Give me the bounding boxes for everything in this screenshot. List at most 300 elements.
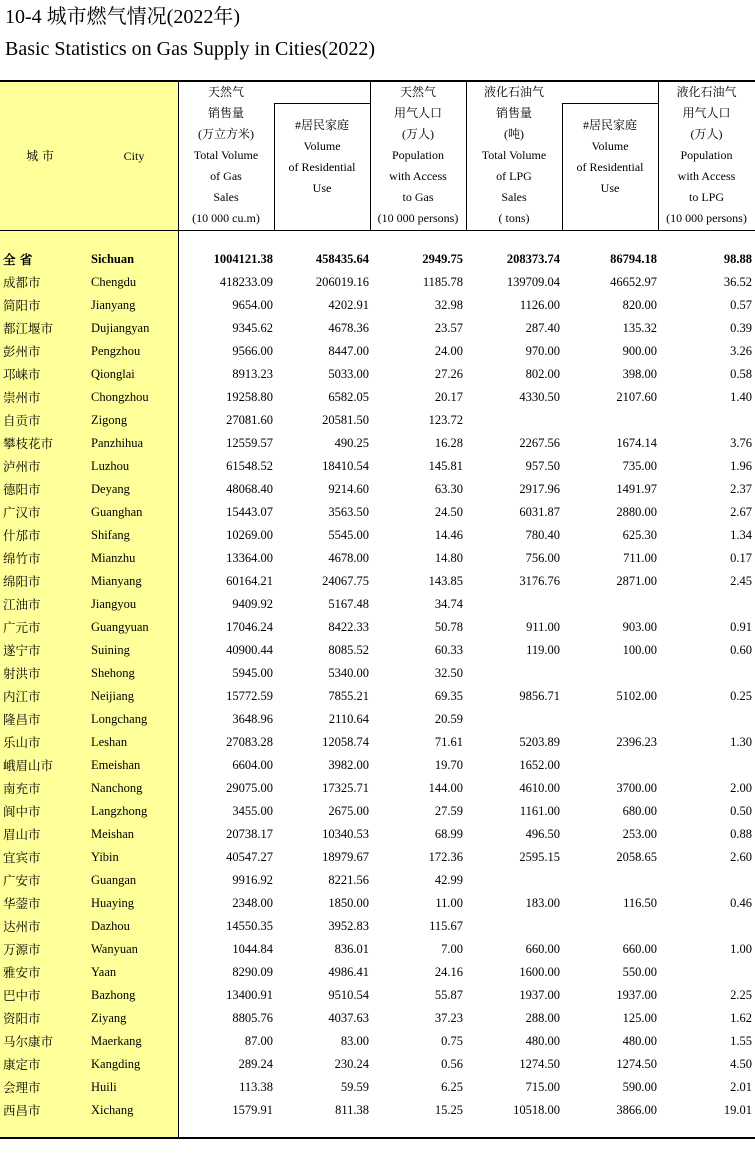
- value-cell: 1937.00: [616, 988, 657, 1002]
- table-row: [0, 593, 755, 616]
- header-divider: [370, 82, 371, 230]
- value-cell: 0.56: [441, 1057, 463, 1071]
- city-name-en: Suining: [91, 643, 130, 657]
- value-cell: 4678.36: [328, 321, 369, 335]
- city-name-en: Shifang: [91, 528, 130, 542]
- page-title-chinese: 10-4 城市燃气情况(2022年): [5, 6, 240, 28]
- value-cell: 48068.40: [226, 482, 273, 496]
- city-name-cn: 德阳市: [3, 482, 41, 497]
- city-name-en: Jiangyou: [91, 597, 137, 611]
- city-name-en: Yaan: [91, 965, 117, 979]
- header-line: 液化石油气: [483, 85, 544, 99]
- value-cell: 2110.64: [328, 712, 369, 726]
- value-cell: 4610.00: [519, 781, 560, 795]
- header-line: Volume: [591, 139, 629, 153]
- value-cell: 0.46: [730, 896, 752, 910]
- value-cell: 289.24: [238, 1057, 273, 1071]
- city-name-en: Nanchong: [91, 781, 143, 795]
- table-row: [0, 1007, 755, 1030]
- value-cell: 811.38: [335, 1103, 369, 1117]
- value-cell: 8805.76: [232, 1011, 273, 1025]
- city-name-cn: 广汉市: [3, 505, 41, 520]
- value-cell: 86794.18: [610, 252, 657, 266]
- table-row: [0, 1076, 755, 1099]
- table-row: [0, 846, 755, 869]
- value-cell: 7.00: [441, 942, 463, 956]
- value-cell: 496.50: [525, 827, 560, 841]
- value-cell: 98.88: [723, 252, 752, 266]
- value-cell: 2.67: [730, 505, 752, 519]
- value-cell: 61548.52: [226, 459, 273, 473]
- header-line: of Gas: [210, 169, 242, 183]
- table-row: [0, 501, 755, 524]
- city-name-en: Emeishan: [91, 758, 141, 772]
- city-name-cn: 绵竹市: [3, 551, 41, 566]
- table-row: [0, 432, 755, 455]
- value-cell: 8447.00: [328, 344, 369, 358]
- value-cell: 5167.48: [328, 597, 369, 611]
- city-name-cn: 绵阳市: [3, 574, 41, 589]
- value-cell: 115.67: [429, 919, 463, 933]
- value-cell: 550.00: [622, 965, 657, 979]
- gas-supply-table: [0, 80, 755, 1139]
- value-cell: 2.60: [730, 850, 752, 864]
- value-cell: 2871.00: [616, 574, 657, 588]
- value-cell: 19.70: [434, 758, 463, 772]
- city-name-cn: 内江市: [3, 689, 41, 704]
- value-cell: 68.99: [434, 827, 463, 841]
- value-cell: 2.00: [730, 781, 752, 795]
- value-cell: 4202.91: [328, 298, 369, 312]
- header-line: Total Volume: [193, 148, 259, 162]
- table-row: [0, 1053, 755, 1076]
- value-cell: 145.81: [428, 459, 463, 473]
- page-title-english: Basic Statistics on Gas Supply in Cities(2022): [5, 38, 375, 60]
- value-cell: 42.99: [434, 873, 463, 887]
- value-cell: 18410.54: [322, 459, 369, 473]
- value-cell: 40547.27: [226, 850, 273, 864]
- header-line: Sales: [213, 190, 239, 204]
- header-line: Population: [391, 148, 444, 162]
- city-name-cn: 眉山市: [3, 827, 41, 842]
- value-cell: 802.00: [525, 367, 560, 381]
- header-line: ( tons): [498, 211, 530, 225]
- header-line: #居民家庭: [294, 118, 349, 132]
- header-line: Total Volume: [481, 148, 547, 162]
- table-row: [0, 1099, 755, 1122]
- city-name-en: Leshan: [91, 735, 128, 749]
- value-cell: 5545.00: [328, 528, 369, 542]
- value-cell: 0.50: [730, 804, 752, 818]
- table-row: [0, 317, 755, 340]
- city-name-en: Huili: [91, 1080, 117, 1094]
- table-row: [0, 662, 755, 685]
- city-name-cn: 峨眉山市: [3, 758, 54, 773]
- value-cell: 40900.44: [226, 643, 273, 657]
- city-name-cn: 邛崃市: [3, 367, 41, 382]
- city-name-cn: 资阳市: [3, 1011, 41, 1026]
- value-cell: 1652.00: [519, 758, 560, 772]
- header-line: to LPG: [688, 190, 724, 204]
- header-line: 用气人口: [393, 106, 442, 120]
- value-cell: 3700.00: [616, 781, 657, 795]
- value-cell: 15443.07: [226, 505, 273, 519]
- value-cell: 100.00: [622, 643, 657, 657]
- city-name-cn: 彭州市: [3, 344, 41, 359]
- table-row: [0, 478, 755, 501]
- header-line: to Gas: [402, 190, 434, 204]
- value-cell: 123.72: [428, 413, 463, 427]
- city-name-cn: 会理市: [3, 1080, 41, 1095]
- value-cell: 8913.23: [232, 367, 273, 381]
- value-cell: 5203.89: [519, 735, 560, 749]
- value-cell: 14.46: [434, 528, 463, 542]
- value-cell: 6031.87: [519, 505, 560, 519]
- table-row: [0, 409, 755, 432]
- value-cell: 3952.83: [328, 919, 369, 933]
- value-cell: 27.59: [434, 804, 463, 818]
- value-cell: 490.25: [334, 436, 369, 450]
- table-row: [0, 754, 755, 777]
- value-cell: 8290.09: [232, 965, 273, 979]
- value-cell: 27.26: [434, 367, 463, 381]
- value-cell: 3866.00: [616, 1103, 657, 1117]
- city-name-en: Sichuan: [91, 252, 135, 266]
- city-name-cn: 达州市: [3, 919, 41, 934]
- header-line: with Access: [677, 169, 736, 183]
- value-cell: 660.00: [525, 942, 560, 956]
- value-cell: 1044.84: [232, 942, 273, 956]
- city-name-en: Longchang: [91, 712, 148, 726]
- value-cell: 911.00: [526, 620, 560, 634]
- header-divider: [658, 82, 659, 230]
- value-cell: 12058.74: [322, 735, 369, 749]
- value-cell: 135.32: [622, 321, 657, 335]
- city-name-cn: 宜宾市: [3, 850, 41, 865]
- value-cell: 17325.71: [322, 781, 369, 795]
- city-name-en: Mianyang: [91, 574, 142, 588]
- value-cell: 0.88: [730, 827, 752, 841]
- value-cell: 10340.53: [322, 827, 369, 841]
- city-name-en: Ziyang: [91, 1011, 127, 1025]
- value-cell: 1126.00: [519, 298, 560, 312]
- city-name-cn: 马尔康市: [3, 1034, 54, 1049]
- city-name-cn: 广元市: [3, 620, 41, 635]
- value-cell: 9654.00: [232, 298, 273, 312]
- city-name-en: Qionglai: [91, 367, 135, 381]
- value-cell: 24.50: [434, 505, 463, 519]
- table-row: [0, 248, 755, 271]
- value-cell: 113.38: [239, 1080, 273, 1094]
- value-cell: 0.39: [730, 321, 752, 335]
- value-cell: 55.87: [434, 988, 463, 1002]
- table-row: [0, 984, 755, 1007]
- value-cell: 1491.97: [616, 482, 657, 496]
- header-line: (10 000 cu.m): [192, 211, 260, 225]
- city-name-cn: 南充市: [3, 781, 41, 796]
- value-cell: 183.00: [525, 896, 560, 910]
- city-name-en: Dujiangyan: [91, 321, 150, 335]
- header-divider: [562, 103, 563, 230]
- value-cell: 2396.23: [616, 735, 657, 749]
- city-name-cn: 乐山市: [3, 735, 41, 750]
- value-cell: 69.35: [434, 689, 463, 703]
- value-cell: 3563.50: [328, 505, 369, 519]
- table-row: [0, 294, 755, 317]
- value-cell: 1.96: [730, 459, 752, 473]
- value-cell: 2.37: [730, 482, 752, 496]
- value-cell: 480.00: [525, 1034, 560, 1048]
- value-cell: 125.00: [622, 1011, 657, 1025]
- city-name-cn: 攀枝花市: [3, 436, 54, 451]
- table-row: [0, 340, 755, 363]
- value-cell: 4330.50: [519, 390, 560, 404]
- value-cell: 2595.15: [519, 850, 560, 864]
- city-name-en: Meishan: [91, 827, 135, 841]
- header-line: 销售量: [495, 106, 532, 120]
- value-cell: 19.01: [723, 1103, 752, 1117]
- value-cell: 3455.00: [232, 804, 273, 818]
- city-name-cn: 雅安市: [3, 965, 41, 980]
- value-cell: 20738.17: [226, 827, 273, 841]
- value-cell: 87.00: [244, 1034, 273, 1048]
- value-cell: 1937.00: [519, 988, 560, 1002]
- value-cell: 12559.57: [226, 436, 273, 450]
- value-cell: 625.30: [622, 528, 657, 542]
- value-cell: 0.91: [730, 620, 752, 634]
- value-cell: 970.00: [525, 344, 560, 358]
- value-cell: 6604.00: [232, 758, 273, 772]
- value-cell: 2348.00: [232, 896, 273, 910]
- city-name-en: Pengzhou: [91, 344, 141, 358]
- value-cell: 34.74: [434, 597, 463, 611]
- table-row: [0, 869, 755, 892]
- value-cell: 4037.63: [328, 1011, 369, 1025]
- table-row: [0, 823, 755, 846]
- city-name-cn: 成都市: [3, 275, 41, 290]
- header-gas-sales: [178, 82, 274, 229]
- value-cell: 756.00: [525, 551, 560, 565]
- city-name-cn: 广安市: [3, 873, 41, 888]
- table-row: [0, 524, 755, 547]
- header-line: #居民家庭: [582, 118, 637, 132]
- header-divider: [274, 103, 275, 230]
- value-cell: 4678.00: [328, 551, 369, 565]
- value-cell: 458435.64: [315, 252, 369, 266]
- city-name-en: Neijiang: [91, 689, 135, 703]
- city-name-en: Zigong: [91, 413, 128, 427]
- header-line: Use: [600, 181, 620, 195]
- city-name-en: Huaying: [91, 896, 135, 910]
- header-gas-residential: [274, 115, 370, 199]
- value-cell: 660.00: [622, 942, 657, 956]
- value-cell: 1600.00: [519, 965, 560, 979]
- city-name-cn: 巴中市: [3, 988, 41, 1003]
- value-cell: 24.00: [434, 344, 463, 358]
- table-row: [0, 777, 755, 800]
- header-line: 天然气: [399, 85, 436, 99]
- header-line: with Access: [389, 169, 447, 183]
- header-gas-population: [370, 82, 466, 229]
- value-cell: 2675.00: [328, 804, 369, 818]
- city-name-cn: 简阳市: [3, 298, 41, 313]
- table-row: [0, 455, 755, 478]
- value-cell: 24067.75: [322, 574, 369, 588]
- table-header: [0, 82, 755, 231]
- table-row: [0, 915, 755, 938]
- value-cell: 2107.60: [616, 390, 657, 404]
- value-cell: 6582.05: [328, 390, 369, 404]
- value-cell: 230.24: [334, 1057, 369, 1071]
- city-name-cn: 万源市: [3, 942, 41, 957]
- header-lpg-sales: [466, 82, 562, 229]
- value-cell: 253.00: [622, 827, 657, 841]
- table-row: [0, 639, 755, 662]
- value-cell: 19258.80: [226, 390, 273, 404]
- value-cell: 288.00: [525, 1011, 560, 1025]
- city-name-cn: 隆昌市: [3, 712, 41, 727]
- table-row: [0, 1030, 755, 1053]
- city-name-en: Wanyuan: [91, 942, 138, 956]
- value-cell: 2058.65: [616, 850, 657, 864]
- table-row: [0, 386, 755, 409]
- value-cell: 4986.41: [328, 965, 369, 979]
- value-cell: 2880.00: [616, 505, 657, 519]
- value-cell: 71.61: [434, 735, 463, 749]
- value-cell: 9566.00: [232, 344, 273, 358]
- value-cell: 780.40: [525, 528, 560, 542]
- value-cell: 8422.33: [328, 620, 369, 634]
- value-cell: 957.50: [525, 459, 560, 473]
- value-cell: 18979.67: [322, 850, 369, 864]
- value-cell: 8085.52: [328, 643, 369, 657]
- table-row: [0, 938, 755, 961]
- value-cell: 2267.56: [519, 436, 560, 450]
- value-cell: 27083.28: [226, 735, 273, 749]
- value-cell: 20.17: [434, 390, 463, 404]
- value-cell: 1185.78: [422, 275, 463, 289]
- value-cell: 711.00: [623, 551, 657, 565]
- value-cell: 6.25: [441, 1080, 463, 1094]
- value-cell: 4.50: [730, 1057, 752, 1071]
- value-cell: 15772.59: [226, 689, 273, 703]
- header-line: (10 000 persons): [666, 211, 747, 225]
- value-cell: 2949.75: [422, 252, 463, 266]
- city-name-en: Deyang: [91, 482, 130, 496]
- value-cell: 5033.00: [328, 367, 369, 381]
- table-row: [0, 685, 755, 708]
- value-cell: 9409.92: [232, 597, 273, 611]
- value-cell: 1.55: [730, 1034, 752, 1048]
- value-cell: 15.25: [434, 1103, 463, 1117]
- city-name-en: Langzhong: [91, 804, 148, 818]
- value-cell: 418233.09: [219, 275, 273, 289]
- header-city-en: City: [123, 149, 145, 163]
- city-name-cn: 江油市: [3, 597, 41, 612]
- value-cell: 0.58: [730, 367, 752, 381]
- city-name-en: Jianyang: [91, 298, 136, 312]
- value-cell: 46652.97: [610, 275, 657, 289]
- value-cell: 398.00: [622, 367, 657, 381]
- city-name-cn: 西昌市: [3, 1103, 41, 1118]
- value-cell: 2.01: [730, 1080, 752, 1094]
- value-cell: 10269.00: [226, 528, 273, 542]
- header-line: (万人): [402, 127, 434, 141]
- city-name-en: Bazhong: [91, 988, 136, 1002]
- value-cell: 0.57: [730, 298, 752, 312]
- value-cell: 0.25: [730, 689, 752, 703]
- header-line: Sales: [501, 190, 527, 204]
- value-cell: 116.50: [623, 896, 657, 910]
- value-cell: 0.17: [730, 551, 752, 565]
- value-cell: 2.25: [730, 988, 752, 1002]
- city-name-en: Panzhihua: [91, 436, 144, 450]
- value-cell: 63.30: [434, 482, 463, 496]
- value-cell: 60.33: [434, 643, 463, 657]
- table-row: [0, 616, 755, 639]
- header-line: of Residential: [288, 160, 356, 174]
- value-cell: 23.57: [434, 321, 463, 335]
- value-cell: 2917.96: [519, 482, 560, 496]
- value-cell: 60164.21: [226, 574, 273, 588]
- value-cell: 83.00: [340, 1034, 369, 1048]
- value-cell: 1274.50: [616, 1057, 657, 1071]
- value-cell: 1161.00: [519, 804, 560, 818]
- city-name-en: Mianzhu: [91, 551, 136, 565]
- city-name-en: Kangding: [91, 1057, 141, 1071]
- value-cell: 144.00: [428, 781, 463, 795]
- header-line: (10 000 persons): [377, 211, 459, 225]
- value-cell: 5102.00: [616, 689, 657, 703]
- value-cell: 36.52: [723, 275, 752, 289]
- table-row: [0, 708, 755, 731]
- value-cell: 50.78: [434, 620, 463, 634]
- value-cell: 1.00: [730, 942, 752, 956]
- city-name-cn: 泸州市: [3, 459, 41, 474]
- value-cell: 119.00: [526, 643, 560, 657]
- header-line: Use: [312, 181, 332, 195]
- value-cell: 17046.24: [226, 620, 273, 634]
- city-name-en: Yibin: [91, 850, 119, 864]
- value-cell: 820.00: [622, 298, 657, 312]
- value-cell: 14.80: [434, 551, 463, 565]
- value-cell: 8221.56: [328, 873, 369, 887]
- table-row: [0, 271, 755, 294]
- value-cell: 20581.50: [322, 413, 369, 427]
- city-name-cn: 康定市: [3, 1057, 41, 1072]
- value-cell: 143.85: [428, 574, 463, 588]
- value-cell: 680.00: [622, 804, 657, 818]
- value-cell: 3.26: [730, 344, 752, 358]
- header-city-cn: 城 市: [26, 149, 54, 163]
- table-row: [0, 731, 755, 754]
- city-name-cn: 崇州市: [3, 390, 41, 405]
- table-row: [0, 892, 755, 915]
- header-line: 用气人口: [682, 106, 731, 120]
- city-name-cn: 遂宁市: [3, 643, 41, 658]
- table-row: [0, 547, 755, 570]
- city-name-en: Chengdu: [91, 275, 137, 289]
- value-cell: 3982.00: [328, 758, 369, 772]
- header-divider: [562, 103, 658, 104]
- value-cell: 9214.60: [328, 482, 369, 496]
- header-divider: [466, 82, 467, 230]
- header-line: Volume: [303, 139, 341, 153]
- value-cell: 3648.96: [232, 712, 273, 726]
- value-cell: 836.01: [334, 942, 369, 956]
- value-cell: 27081.60: [226, 413, 273, 427]
- value-cell: 59.59: [340, 1080, 369, 1094]
